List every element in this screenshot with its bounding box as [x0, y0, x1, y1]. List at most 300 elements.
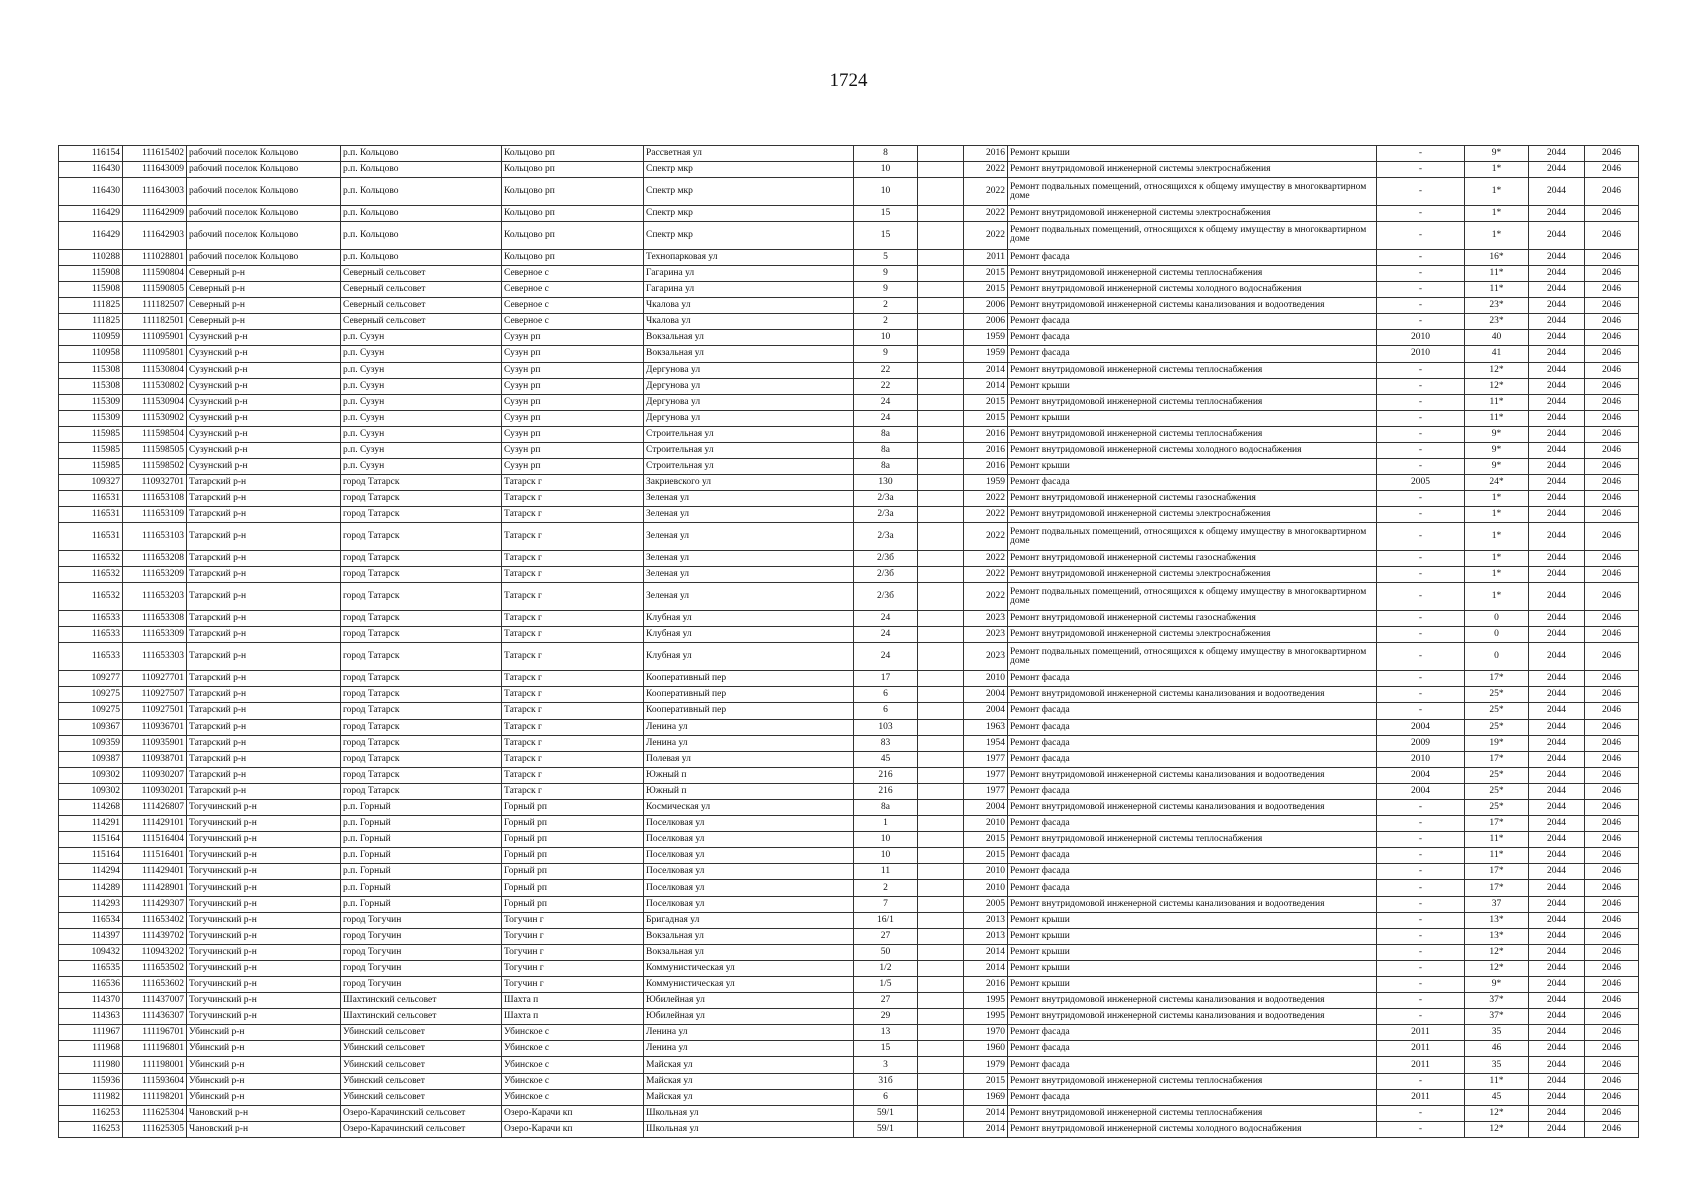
- cell-municipality: р.п. Горный: [341, 832, 502, 848]
- cell-district: Сузунский р-н: [187, 443, 341, 459]
- cell-work-type: Ремонт фасада: [1008, 1025, 1377, 1041]
- cell-record-id: 111429101: [123, 816, 187, 832]
- cell-plan-start: 2044: [1529, 222, 1585, 250]
- table-row: [59, 394, 1639, 410]
- cell-record-id: 111198001: [123, 1057, 187, 1073]
- cell-wear: 12*: [1465, 1121, 1529, 1137]
- cell-building: [918, 362, 964, 378]
- cell-house-number: 2: [854, 880, 918, 896]
- cell-last-repair-year: -: [1377, 977, 1465, 993]
- cell-district: Татарский р-н: [187, 687, 341, 703]
- cell-settlement: Татарск г: [502, 751, 644, 767]
- cell-work-type: Ремонт внутридомовой инженерной системы теплоснабжения: [1008, 394, 1377, 410]
- cell-build-year: 2022: [964, 178, 1008, 206]
- table-row: [59, 944, 1639, 960]
- cell-municipality: р.п. Горный: [341, 799, 502, 815]
- cell-work-type: Ремонт крыши: [1008, 378, 1377, 394]
- cell-municipality: Убинский сельсовет: [341, 1057, 502, 1073]
- cell-wear: 12*: [1465, 1105, 1529, 1121]
- cell-street: Зеленая ул: [644, 507, 854, 523]
- cell-last-repair-year: -: [1377, 298, 1465, 314]
- cell-work-type: Ремонт внутридомовой инженерной системы теплоснабжения: [1008, 1073, 1377, 1089]
- cell-wear: 1*: [1465, 222, 1529, 250]
- cell-wear: 24*: [1465, 475, 1529, 491]
- cell-building: [918, 799, 964, 815]
- cell-plan-end: 2046: [1585, 426, 1639, 442]
- cell-house-number: 9: [854, 346, 918, 362]
- cell-house-id: 116536: [59, 977, 123, 993]
- cell-district: Татарский р-н: [187, 567, 341, 583]
- cell-build-year: 2016: [964, 443, 1008, 459]
- cell-last-repair-year: -: [1377, 282, 1465, 298]
- cell-house-id: 111825: [59, 314, 123, 330]
- cell-building: [918, 410, 964, 426]
- cell-plan-end: 2046: [1585, 1121, 1639, 1137]
- cell-house-number: 24: [854, 643, 918, 671]
- cell-last-repair-year: -: [1377, 671, 1465, 687]
- cell-plan-start: 2044: [1529, 627, 1585, 643]
- cell-wear: 13*: [1465, 912, 1529, 928]
- cell-house-id: 115936: [59, 1073, 123, 1089]
- cell-street: Рассветная ул: [644, 146, 854, 162]
- table-row: [59, 459, 1639, 475]
- table-row: [59, 475, 1639, 491]
- cell-house-id: 114363: [59, 1009, 123, 1025]
- cell-house-id: 116430: [59, 162, 123, 178]
- table-row: [59, 864, 1639, 880]
- cell-building: [918, 298, 964, 314]
- cell-street: Гагарина ул: [644, 282, 854, 298]
- cell-municipality: город Татарск: [341, 507, 502, 523]
- cell-district: рабочий поселок Кольцово: [187, 178, 341, 206]
- cell-district: Татарский р-н: [187, 551, 341, 567]
- table-row: [59, 848, 1639, 864]
- cell-district: Татарский р-н: [187, 671, 341, 687]
- cell-street: Спектр мкр: [644, 162, 854, 178]
- cell-house-id: 115164: [59, 832, 123, 848]
- cell-house-id: 115309: [59, 410, 123, 426]
- cell-last-repair-year: -: [1377, 314, 1465, 330]
- cell-work-type: Ремонт крыши: [1008, 410, 1377, 426]
- cell-settlement: Убинское с: [502, 1057, 644, 1073]
- cell-municipality: город Тогучин: [341, 977, 502, 993]
- cell-wear: 11*: [1465, 848, 1529, 864]
- cell-building: [918, 719, 964, 735]
- cell-plan-start: 2044: [1529, 993, 1585, 1009]
- cell-building: [918, 977, 964, 993]
- cell-street: Дергунова ул: [644, 394, 854, 410]
- cell-street: Гагарина ул: [644, 265, 854, 281]
- cell-building: [918, 330, 964, 346]
- cell-last-repair-year: -: [1377, 507, 1465, 523]
- cell-house-number: 10: [854, 178, 918, 206]
- cell-wear: 11*: [1465, 832, 1529, 848]
- cell-house-number: 83: [854, 735, 918, 751]
- cell-record-id: 111653203: [123, 583, 187, 611]
- cell-street: Кооперативный пер: [644, 687, 854, 703]
- cell-municipality: р.п. Горный: [341, 816, 502, 832]
- cell-street: Поселковая ул: [644, 816, 854, 832]
- cell-plan-end: 2046: [1585, 346, 1639, 362]
- cell-last-repair-year: -: [1377, 583, 1465, 611]
- cell-plan-end: 2046: [1585, 993, 1639, 1009]
- cell-plan-end: 2046: [1585, 799, 1639, 815]
- cell-plan-start: 2044: [1529, 459, 1585, 475]
- cell-settlement: Кольцово рп: [502, 178, 644, 206]
- cell-wear: 11*: [1465, 410, 1529, 426]
- cell-street: Юбилейная ул: [644, 993, 854, 1009]
- cell-plan-start: 2044: [1529, 362, 1585, 378]
- cell-plan-end: 2046: [1585, 816, 1639, 832]
- cell-settlement: Озеро-Карачи кп: [502, 1121, 644, 1137]
- table-row: [59, 960, 1639, 976]
- cell-settlement: Горный рп: [502, 864, 644, 880]
- cell-wear: 1*: [1465, 178, 1529, 206]
- cell-build-year: 2015: [964, 1073, 1008, 1089]
- table-row: [59, 205, 1639, 221]
- cell-build-year: 1970: [964, 1025, 1008, 1041]
- cell-work-type: Ремонт фасада: [1008, 1057, 1377, 1073]
- cell-plan-start: 2044: [1529, 491, 1585, 507]
- cell-building: [918, 567, 964, 583]
- table-row: [59, 249, 1639, 265]
- cell-build-year: 2011: [964, 249, 1008, 265]
- cell-plan-end: 2046: [1585, 475, 1639, 491]
- cell-work-type: Ремонт фасада: [1008, 475, 1377, 491]
- cell-house-id: 109387: [59, 751, 123, 767]
- cell-district: Тогучинский р-н: [187, 864, 341, 880]
- cell-record-id: 110938701: [123, 751, 187, 767]
- cell-municipality: город Татарск: [341, 475, 502, 491]
- cell-building: [918, 475, 964, 491]
- cell-record-id: 111198201: [123, 1089, 187, 1105]
- cell-district: Татарский р-н: [187, 751, 341, 767]
- cell-work-type: Ремонт подвальных помещений, относящихся к общему имуществу в многоквартирном доме: [1008, 222, 1377, 250]
- cell-last-repair-year: 2011: [1377, 1089, 1465, 1105]
- cell-municipality: р.п. Кольцово: [341, 178, 502, 206]
- cell-house-id: 116430: [59, 178, 123, 206]
- cell-last-repair-year: -: [1377, 1121, 1465, 1137]
- cell-municipality: город Татарск: [341, 643, 502, 671]
- cell-last-repair-year: -: [1377, 146, 1465, 162]
- cell-house-number: 2/3а: [854, 507, 918, 523]
- cell-plan-start: 2044: [1529, 977, 1585, 993]
- table-row: [59, 1025, 1639, 1041]
- cell-wear: 0: [1465, 611, 1529, 627]
- cell-settlement: Шахта п: [502, 993, 644, 1009]
- cell-municipality: р.п. Сузун: [341, 410, 502, 426]
- cell-house-id: 116531: [59, 491, 123, 507]
- cell-district: Северный р-н: [187, 314, 341, 330]
- cell-house-id: 115308: [59, 378, 123, 394]
- cell-record-id: 111653303: [123, 643, 187, 671]
- cell-plan-start: 2044: [1529, 1121, 1585, 1137]
- cell-municipality: Шахтинский сельсовет: [341, 1009, 502, 1025]
- cell-building: [918, 222, 964, 250]
- cell-settlement: Татарск г: [502, 687, 644, 703]
- cell-plan-end: 2046: [1585, 249, 1639, 265]
- cell-street: Ленина ул: [644, 719, 854, 735]
- table-row: [59, 1009, 1639, 1025]
- table-row: [59, 222, 1639, 250]
- cell-work-type: Ремонт фасада: [1008, 703, 1377, 719]
- cell-last-repair-year: -: [1377, 491, 1465, 507]
- cell-district: Сузунский р-н: [187, 330, 341, 346]
- cell-build-year: 1959: [964, 475, 1008, 491]
- cell-district: Убинский р-н: [187, 1073, 341, 1089]
- cell-plan-start: 2044: [1529, 928, 1585, 944]
- cell-settlement: Убинское с: [502, 1089, 644, 1105]
- cell-building: [918, 314, 964, 330]
- cell-street: Строительная ул: [644, 459, 854, 475]
- cell-house-id: 110288: [59, 249, 123, 265]
- table-row: [59, 583, 1639, 611]
- cell-plan-start: 2044: [1529, 282, 1585, 298]
- table-row: [59, 567, 1639, 583]
- cell-house-id: 116532: [59, 583, 123, 611]
- cell-plan-start: 2044: [1529, 146, 1585, 162]
- cell-municipality: р.п. Горный: [341, 880, 502, 896]
- cell-record-id: 111653309: [123, 627, 187, 643]
- cell-house-number: 2/3б: [854, 551, 918, 567]
- cell-plan-end: 2046: [1585, 410, 1639, 426]
- cell-last-repair-year: -: [1377, 832, 1465, 848]
- cell-district: Татарский р-н: [187, 507, 341, 523]
- cell-municipality: город Татарск: [341, 767, 502, 783]
- cell-plan-start: 2044: [1529, 378, 1585, 394]
- cell-municipality: город Татарск: [341, 735, 502, 751]
- cell-settlement: Озеро-Карачи кп: [502, 1105, 644, 1121]
- cell-settlement: Татарск г: [502, 583, 644, 611]
- cell-plan-start: 2044: [1529, 848, 1585, 864]
- cell-work-type: Ремонт внутридомовой инженерной системы газоснабжения: [1008, 611, 1377, 627]
- cell-build-year: 2004: [964, 687, 1008, 703]
- cell-house-number: 27: [854, 993, 918, 1009]
- cell-plan-end: 2046: [1585, 491, 1639, 507]
- cell-build-year: 1979: [964, 1057, 1008, 1073]
- cell-settlement: Тогучин г: [502, 928, 644, 944]
- table-row: [59, 1089, 1639, 1105]
- cell-plan-end: 2046: [1585, 1041, 1639, 1057]
- cell-house-id: 116533: [59, 611, 123, 627]
- cell-house-number: 11: [854, 864, 918, 880]
- cell-plan-end: 2046: [1585, 880, 1639, 896]
- table-row: [59, 346, 1639, 362]
- table-row: [59, 1105, 1639, 1121]
- cell-wear: 1*: [1465, 567, 1529, 583]
- cell-work-type: Ремонт внутридомовой инженерной системы канализования и водоотведения: [1008, 1009, 1377, 1025]
- table-row: [59, 928, 1639, 944]
- cell-district: Северный р-н: [187, 282, 341, 298]
- cell-plan-start: 2044: [1529, 896, 1585, 912]
- table-body: [59, 146, 1639, 1138]
- cell-record-id: 110927501: [123, 703, 187, 719]
- cell-house-number: 16/1: [854, 912, 918, 928]
- cell-municipality: город Татарск: [341, 611, 502, 627]
- cell-wear: 0: [1465, 643, 1529, 671]
- cell-building: [918, 346, 964, 362]
- cell-municipality: город Татарск: [341, 719, 502, 735]
- cell-municipality: город Татарск: [341, 751, 502, 767]
- cell-last-repair-year: 2010: [1377, 330, 1465, 346]
- cell-plan-start: 2044: [1529, 346, 1585, 362]
- cell-plan-start: 2044: [1529, 799, 1585, 815]
- cell-house-id: 111968: [59, 1041, 123, 1057]
- cell-wear: 23*: [1465, 298, 1529, 314]
- cell-plan-start: 2044: [1529, 426, 1585, 442]
- cell-district: рабочий поселок Кольцово: [187, 162, 341, 178]
- cell-build-year: 2010: [964, 816, 1008, 832]
- cell-wear: 1*: [1465, 523, 1529, 551]
- cell-record-id: 111182501: [123, 314, 187, 330]
- cell-municipality: город Татарск: [341, 523, 502, 551]
- cell-district: Татарский р-н: [187, 611, 341, 627]
- cell-building: [918, 671, 964, 687]
- cell-build-year: 2015: [964, 848, 1008, 864]
- cell-house-id: 109367: [59, 719, 123, 735]
- cell-plan-start: 2044: [1529, 719, 1585, 735]
- cell-house-id: 109432: [59, 944, 123, 960]
- cell-build-year: 2004: [964, 703, 1008, 719]
- cell-house-id: 115908: [59, 282, 123, 298]
- cell-settlement: Татарск г: [502, 671, 644, 687]
- table-row: [59, 282, 1639, 298]
- cell-settlement: Татарск г: [502, 703, 644, 719]
- cell-district: Татарский р-н: [187, 523, 341, 551]
- cell-municipality: р.п. Горный: [341, 864, 502, 880]
- cell-plan-start: 2044: [1529, 816, 1585, 832]
- cell-build-year: 2014: [964, 1105, 1008, 1121]
- cell-street: Дергунова ул: [644, 410, 854, 426]
- cell-plan-start: 2044: [1529, 880, 1585, 896]
- cell-house-id: 111982: [59, 1089, 123, 1105]
- cell-last-repair-year: -: [1377, 410, 1465, 426]
- cell-wear: 25*: [1465, 783, 1529, 799]
- cell-record-id: 110927701: [123, 671, 187, 687]
- cell-municipality: город Татарск: [341, 551, 502, 567]
- cell-street: Майская ул: [644, 1073, 854, 1089]
- cell-plan-start: 2044: [1529, 314, 1585, 330]
- cell-work-type: Ремонт внутридомовой инженерной системы электроснабжения: [1008, 162, 1377, 178]
- cell-last-repair-year: 2011: [1377, 1057, 1465, 1073]
- cell-build-year: 1995: [964, 993, 1008, 1009]
- cell-district: Убинский р-н: [187, 1057, 341, 1073]
- cell-house-id: 114370: [59, 993, 123, 1009]
- cell-work-type: Ремонт крыши: [1008, 146, 1377, 162]
- cell-last-repair-year: -: [1377, 896, 1465, 912]
- cell-plan-end: 2046: [1585, 848, 1639, 864]
- cell-municipality: город Татарск: [341, 703, 502, 719]
- cell-district: Тогучинский р-н: [187, 1009, 341, 1025]
- cell-street: Зеленая ул: [644, 491, 854, 507]
- cell-building: [918, 816, 964, 832]
- cell-house-number: 59/1: [854, 1121, 918, 1137]
- cell-last-repair-year: -: [1377, 993, 1465, 1009]
- cell-settlement: Горный рп: [502, 880, 644, 896]
- cell-build-year: 2015: [964, 265, 1008, 281]
- cell-last-repair-year: -: [1377, 523, 1465, 551]
- cell-district: Северный р-н: [187, 265, 341, 281]
- cell-wear: 25*: [1465, 719, 1529, 735]
- cell-last-repair-year: -: [1377, 643, 1465, 671]
- cell-district: Убинский р-н: [187, 1041, 341, 1057]
- cell-plan-end: 2046: [1585, 960, 1639, 976]
- cell-street: Поселковая ул: [644, 880, 854, 896]
- cell-plan-end: 2046: [1585, 751, 1639, 767]
- cell-district: Татарский р-н: [187, 719, 341, 735]
- cell-building: [918, 551, 964, 567]
- table-row: [59, 671, 1639, 687]
- cell-municipality: Убинский сельсовет: [341, 1041, 502, 1057]
- cell-district: Татарский р-н: [187, 583, 341, 611]
- cell-settlement: Горный рп: [502, 848, 644, 864]
- table-row: [59, 178, 1639, 206]
- cell-record-id: 111615402: [123, 146, 187, 162]
- cell-plan-start: 2044: [1529, 249, 1585, 265]
- cell-wear: 0: [1465, 627, 1529, 643]
- cell-district: Тогучинский р-н: [187, 880, 341, 896]
- cell-municipality: Северный сельсовет: [341, 298, 502, 314]
- cell-record-id: 111593604: [123, 1073, 187, 1089]
- cell-last-repair-year: -: [1377, 426, 1465, 442]
- cell-plan-end: 2046: [1585, 1089, 1639, 1105]
- cell-work-type: Ремонт крыши: [1008, 928, 1377, 944]
- cell-building: [918, 178, 964, 206]
- table-row: [59, 977, 1639, 993]
- cell-build-year: 1969: [964, 1089, 1008, 1105]
- cell-building: [918, 249, 964, 265]
- cell-plan-start: 2044: [1529, 178, 1585, 206]
- cell-build-year: 2022: [964, 162, 1008, 178]
- cell-house-number: 22: [854, 362, 918, 378]
- cell-last-repair-year: -: [1377, 944, 1465, 960]
- cell-building: [918, 491, 964, 507]
- cell-wear: 25*: [1465, 767, 1529, 783]
- cell-build-year: 2014: [964, 362, 1008, 378]
- cell-work-type: Ремонт внутридомовой инженерной системы электроснабжения: [1008, 205, 1377, 221]
- cell-settlement: Татарск г: [502, 491, 644, 507]
- cell-build-year: 2014: [964, 1121, 1008, 1137]
- cell-work-type: Ремонт внутридомовой инженерной системы газоснабжения: [1008, 551, 1377, 567]
- cell-plan-start: 2044: [1529, 265, 1585, 281]
- cell-building: [918, 507, 964, 523]
- cell-house-id: 115309: [59, 394, 123, 410]
- cell-last-repair-year: -: [1377, 1009, 1465, 1025]
- cell-house-id: 115985: [59, 426, 123, 442]
- cell-work-type: Ремонт фасада: [1008, 1041, 1377, 1057]
- cell-plan-end: 2046: [1585, 703, 1639, 719]
- cell-street: Поселковая ул: [644, 896, 854, 912]
- cell-plan-end: 2046: [1585, 1025, 1639, 1041]
- cell-house-number: 31б: [854, 1073, 918, 1089]
- cell-work-type: Ремонт подвальных помещений, относящихся к общему имуществу в многоквартирном доме: [1008, 523, 1377, 551]
- cell-record-id: 111095801: [123, 346, 187, 362]
- cell-municipality: р.п. Горный: [341, 848, 502, 864]
- cell-last-repair-year: -: [1377, 687, 1465, 703]
- cell-settlement: Северное с: [502, 265, 644, 281]
- cell-settlement: Татарск г: [502, 507, 644, 523]
- cell-building: [918, 643, 964, 671]
- cell-plan-end: 2046: [1585, 627, 1639, 643]
- cell-plan-end: 2046: [1585, 507, 1639, 523]
- cell-plan-start: 2044: [1529, 551, 1585, 567]
- cell-district: Сузунский р-н: [187, 346, 341, 362]
- cell-district: Тогучинский р-н: [187, 993, 341, 1009]
- cell-wear: 1*: [1465, 205, 1529, 221]
- cell-last-repair-year: -: [1377, 848, 1465, 864]
- cell-build-year: 2015: [964, 832, 1008, 848]
- table-row: [59, 410, 1639, 426]
